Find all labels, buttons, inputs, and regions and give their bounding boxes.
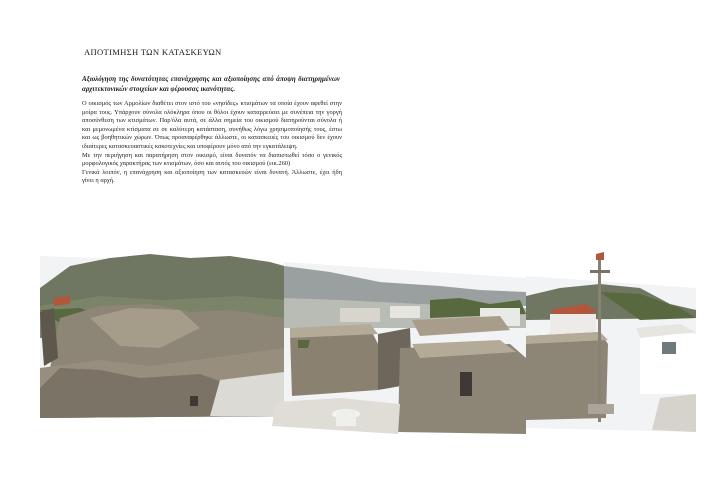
photo-segment-middle [272,262,526,434]
paragraph: Με την περιήγηση και παρατήρηση στον οικισμό, είναι δυνατόν να διαπιστωθεί τόσο ο γενικός μορφολογικός χαρακτήρας των κτισμάτων, όσο και αυτός του οικισμού (εικ.260) [82,151,342,168]
panorama-illustration [40,248,696,438]
page-title: ΑΠΟΤΙΜΗΣΗ ΤΩΝ ΚΑΤΑΣΚΕΥΩΝ [84,47,222,57]
paragraph: Γενικά λοιπόν, η επανάχρηση και αξιοποίηση των κατασκευών είναι δυνατή. Άλλωστε, έχει ήδη γίνει η αρχή. [82,168,342,185]
section-subtitle: Αξιολόγηση της δυνατότητας επανάχρησης και αξιοποίησης από άποψη διατηρημένων αρχιτεκτονικών στοιχείων και φέρουσας ικανότητας. [82,75,340,93]
body-text [82,100,342,186]
photo-segment-right [526,252,696,432]
panorama-photo [40,248,696,438]
paragraph: Ο οικισμός των Αρμολίων διαθέτει στον ιστό του «νησίδες» κτισμάτων τα οποία έχουν αφεθεί στην μοίρα τους. Υπάρχουν σύνολα ολόκληρα όπου οι θόλοι έχουν καταρρεύσει με συνέπεια την γοργή αποσύνθεση των κτισμάτων. Παρ'όλα αυτά, σε άλλα σημεία του οικισμού διατηρούνται σύνολα ή και μεμονωμένα κτίσματα σε σε καλύτερη κατάσταση, συνήθως λόγω χρησιμοποίησής τους, έστω και ως βοηθητικών χώρων. Όπως προαναφέρθηκε άλλωστε, οι κατασκευές του οικισμού δεν έχουν ιδιαίτερες κατασκευαστικές κακοτεχνίες και υποφέρουν μόνο από την εγκατάλειψη. [82,100,342,150]
photo-segment-left [40,254,286,418]
